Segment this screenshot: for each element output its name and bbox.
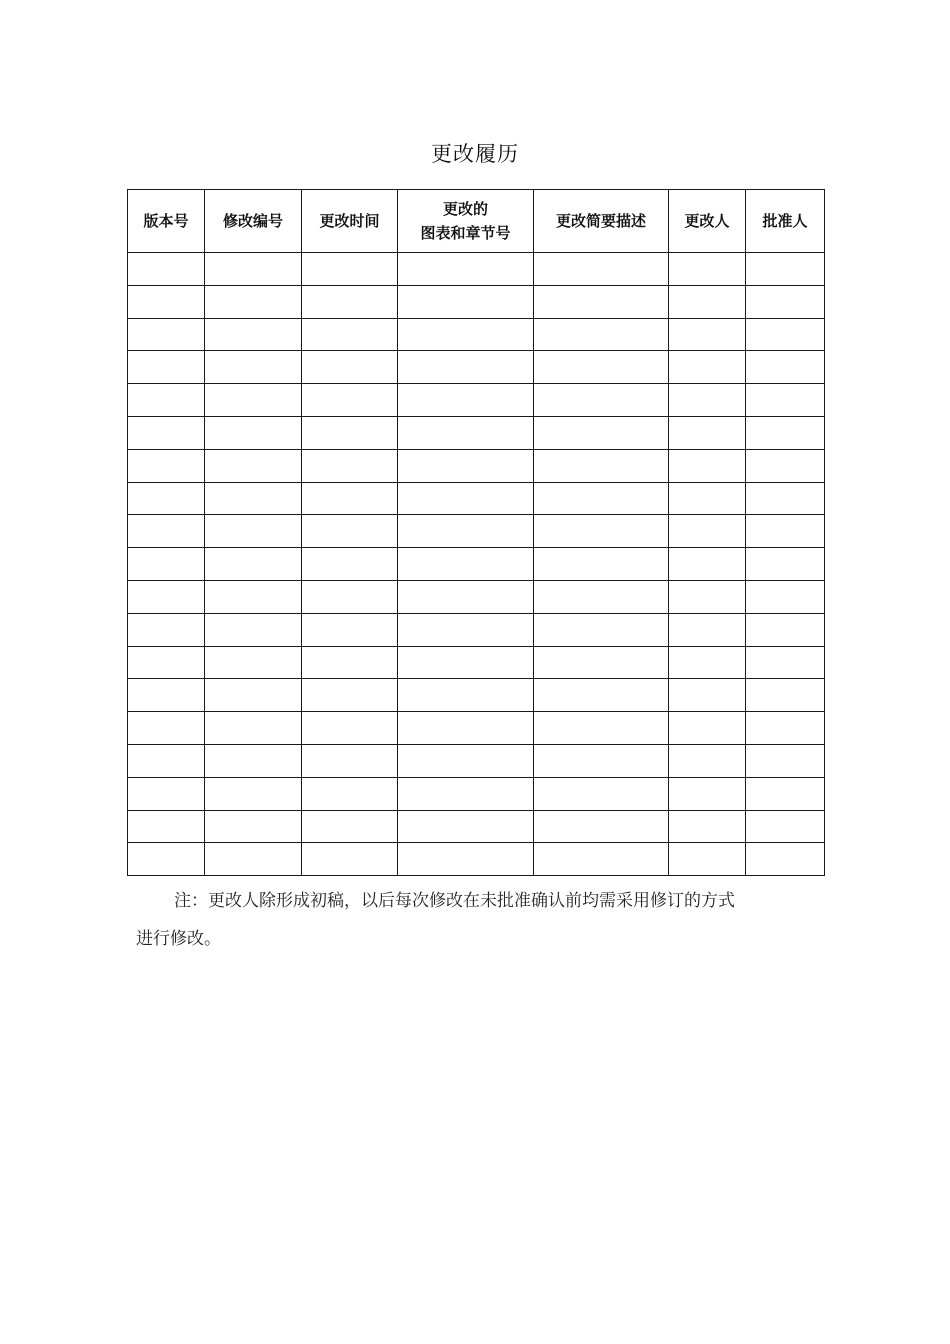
table-cell[interactable] — [205, 777, 302, 810]
header-description: 更改简要描述 — [534, 190, 669, 253]
table-cell[interactable] — [205, 318, 302, 351]
table-cell[interactable] — [128, 843, 205, 876]
table-cell[interactable] — [534, 416, 669, 449]
table-cell[interactable] — [398, 449, 534, 482]
table-cell[interactable] — [128, 351, 205, 384]
table-cell[interactable] — [398, 777, 534, 810]
table-cell[interactable] — [746, 416, 825, 449]
table-cell[interactable] — [746, 253, 825, 286]
table-cell[interactable] — [669, 744, 746, 777]
table-cell[interactable] — [302, 318, 398, 351]
table-cell[interactable] — [534, 810, 669, 843]
table-cell[interactable] — [669, 253, 746, 286]
table-row — [128, 416, 825, 449]
table-cell[interactable] — [398, 318, 534, 351]
table-cell[interactable] — [128, 646, 205, 679]
table-cell[interactable] — [669, 810, 746, 843]
table-cell[interactable] — [398, 285, 534, 318]
table-cell[interactable] — [398, 416, 534, 449]
table-cell[interactable] — [669, 548, 746, 581]
table-cell[interactable] — [205, 580, 302, 613]
table-cell[interactable] — [398, 646, 534, 679]
table-cell[interactable] — [205, 679, 302, 712]
table-cell[interactable] — [398, 384, 534, 417]
table-cell[interactable] — [302, 744, 398, 777]
table-cell[interactable] — [746, 580, 825, 613]
table-cell[interactable] — [128, 384, 205, 417]
table-cell[interactable] — [205, 646, 302, 679]
table-cell[interactable] — [398, 548, 534, 581]
table-cell[interactable] — [398, 843, 534, 876]
table-cell[interactable] — [398, 679, 534, 712]
table-row — [128, 515, 825, 548]
table-row — [128, 482, 825, 515]
table-cell[interactable] — [205, 384, 302, 417]
table-cell[interactable] — [302, 285, 398, 318]
table-cell[interactable] — [302, 548, 398, 581]
table-cell[interactable] — [302, 253, 398, 286]
table-row — [128, 318, 825, 351]
table-cell[interactable] — [746, 646, 825, 679]
table-cell[interactable] — [205, 253, 302, 286]
table-cell[interactable] — [128, 285, 205, 318]
table-cell[interactable] — [534, 843, 669, 876]
table-cell[interactable] — [302, 482, 398, 515]
table-cell[interactable] — [669, 777, 746, 810]
table-cell[interactable] — [534, 351, 669, 384]
table-cell[interactable] — [128, 679, 205, 712]
header-version: 版本号 — [128, 190, 205, 253]
table-cell[interactable] — [534, 482, 669, 515]
table-row — [128, 679, 825, 712]
table-cell[interactable] — [746, 613, 825, 646]
page-title: 更改履历 — [431, 142, 519, 166]
table-cell[interactable] — [398, 810, 534, 843]
table-cell[interactable] — [302, 777, 398, 810]
table-row — [128, 580, 825, 613]
table-cell[interactable] — [746, 548, 825, 581]
header-figure-section-line2: 图表和章节号 — [420, 224, 511, 242]
table-cell[interactable] — [302, 384, 398, 417]
table-cell[interactable] — [534, 613, 669, 646]
table-cell[interactable] — [302, 679, 398, 712]
table-cell[interactable] — [398, 744, 534, 777]
table-cell[interactable] — [534, 744, 669, 777]
table-row — [128, 744, 825, 777]
table-cell[interactable] — [398, 253, 534, 286]
table-cell[interactable] — [128, 810, 205, 843]
table-cell[interactable] — [205, 548, 302, 581]
table-row — [128, 843, 825, 876]
table-cell[interactable] — [669, 416, 746, 449]
table-row — [128, 613, 825, 646]
table-cell[interactable] — [398, 351, 534, 384]
table-cell[interactable] — [534, 515, 669, 548]
table-cell[interactable] — [128, 515, 205, 548]
table-cell[interactable] — [534, 646, 669, 679]
table-cell[interactable] — [205, 613, 302, 646]
table-cell[interactable] — [398, 482, 534, 515]
header-figure-section-line1: 更改的 — [442, 200, 488, 218]
table-cell[interactable] — [746, 384, 825, 417]
table-row — [128, 712, 825, 745]
table-cell[interactable] — [128, 777, 205, 810]
header-change-number: 修改编号 — [205, 190, 302, 253]
table-row — [128, 777, 825, 810]
table-cell[interactable] — [746, 679, 825, 712]
table-row — [128, 449, 825, 482]
table-cell[interactable] — [746, 744, 825, 777]
table-cell[interactable] — [302, 580, 398, 613]
table-cell[interactable] — [746, 777, 825, 810]
table-cell[interactable] — [534, 679, 669, 712]
table-row — [128, 285, 825, 318]
header-approver: 批准人 — [746, 190, 825, 253]
table-cell[interactable] — [128, 253, 205, 286]
table-cell[interactable] — [746, 843, 825, 876]
table-cell[interactable] — [302, 449, 398, 482]
table-cell[interactable] — [128, 416, 205, 449]
table-cell[interactable] — [669, 351, 746, 384]
table-cell[interactable] — [128, 613, 205, 646]
table-cell[interactable] — [669, 580, 746, 613]
header-row — [128, 190, 825, 253]
table-cell[interactable] — [746, 515, 825, 548]
table-cell[interactable] — [205, 843, 302, 876]
table-cell[interactable] — [669, 482, 746, 515]
header-change-time: 更改时间 — [302, 190, 398, 253]
table-cell[interactable] — [746, 449, 825, 482]
table-cell[interactable] — [534, 285, 669, 318]
table-cell[interactable] — [746, 318, 825, 351]
table-cell[interactable] — [534, 548, 669, 581]
table-cell[interactable] — [128, 482, 205, 515]
table-cell[interactable] — [128, 580, 205, 613]
table-cell[interactable] — [302, 515, 398, 548]
table-cell[interactable] — [205, 515, 302, 548]
footnote-line2: 进行修改。 — [136, 929, 221, 949]
table-row — [128, 253, 825, 286]
table-cell[interactable] — [669, 679, 746, 712]
table-cell[interactable] — [205, 351, 302, 384]
table-cell[interactable] — [398, 515, 534, 548]
table-cell[interactable] — [205, 285, 302, 318]
table-cell[interactable] — [205, 482, 302, 515]
table-cell[interactable] — [669, 285, 746, 318]
footnote-line1: 注：更改人除形成初稿，以后每次修改在未批准确认前均需采用修订的方式 — [174, 891, 735, 911]
table-cell[interactable] — [302, 613, 398, 646]
table-cell[interactable] — [205, 744, 302, 777]
table-cell[interactable] — [669, 613, 746, 646]
table-cell[interactable] — [534, 580, 669, 613]
table-row — [128, 646, 825, 679]
table-cell[interactable] — [128, 744, 205, 777]
table-cell[interactable] — [398, 613, 534, 646]
change-history-table — [127, 189, 825, 876]
table-cell[interactable] — [534, 449, 669, 482]
footnote — [136, 882, 826, 958]
table-row — [128, 548, 825, 581]
header-changer: 更改人 — [669, 190, 746, 253]
table-cell[interactable] — [669, 646, 746, 679]
table-row — [128, 384, 825, 417]
table-cell[interactable] — [302, 810, 398, 843]
table-cell[interactable] — [398, 580, 534, 613]
table-cell[interactable] — [398, 712, 534, 745]
table-cell[interactable] — [302, 416, 398, 449]
table-cell[interactable] — [534, 712, 669, 745]
table-cell[interactable] — [746, 810, 825, 843]
table-row — [128, 351, 825, 384]
table-cell[interactable] — [128, 449, 205, 482]
table-cell[interactable] — [534, 777, 669, 810]
table-cell[interactable] — [669, 318, 746, 351]
table-cell[interactable] — [302, 351, 398, 384]
table-cell[interactable] — [128, 318, 205, 351]
table-cell[interactable] — [302, 646, 398, 679]
table-cell[interactable] — [669, 843, 746, 876]
table-cell[interactable] — [669, 712, 746, 745]
table-cell[interactable] — [746, 482, 825, 515]
table-cell[interactable] — [746, 285, 825, 318]
table-cell[interactable] — [205, 810, 302, 843]
table-cell[interactable] — [534, 253, 669, 286]
table-cell[interactable] — [746, 351, 825, 384]
table-cell[interactable] — [205, 712, 302, 745]
table-body — [128, 253, 825, 876]
table-row — [128, 810, 825, 843]
table-cell[interactable] — [746, 712, 825, 745]
table-cell[interactable] — [669, 384, 746, 417]
table-cell[interactable] — [669, 449, 746, 482]
table-cell[interactable] — [205, 449, 302, 482]
table-cell[interactable] — [128, 712, 205, 745]
header-figure-section — [398, 190, 534, 253]
table-cell[interactable] — [534, 384, 669, 417]
table-cell[interactable] — [669, 515, 746, 548]
table-cell[interactable] — [534, 318, 669, 351]
table-cell[interactable] — [128, 548, 205, 581]
table-cell[interactable] — [302, 843, 398, 876]
table-cell[interactable] — [302, 712, 398, 745]
table-cell[interactable] — [205, 416, 302, 449]
